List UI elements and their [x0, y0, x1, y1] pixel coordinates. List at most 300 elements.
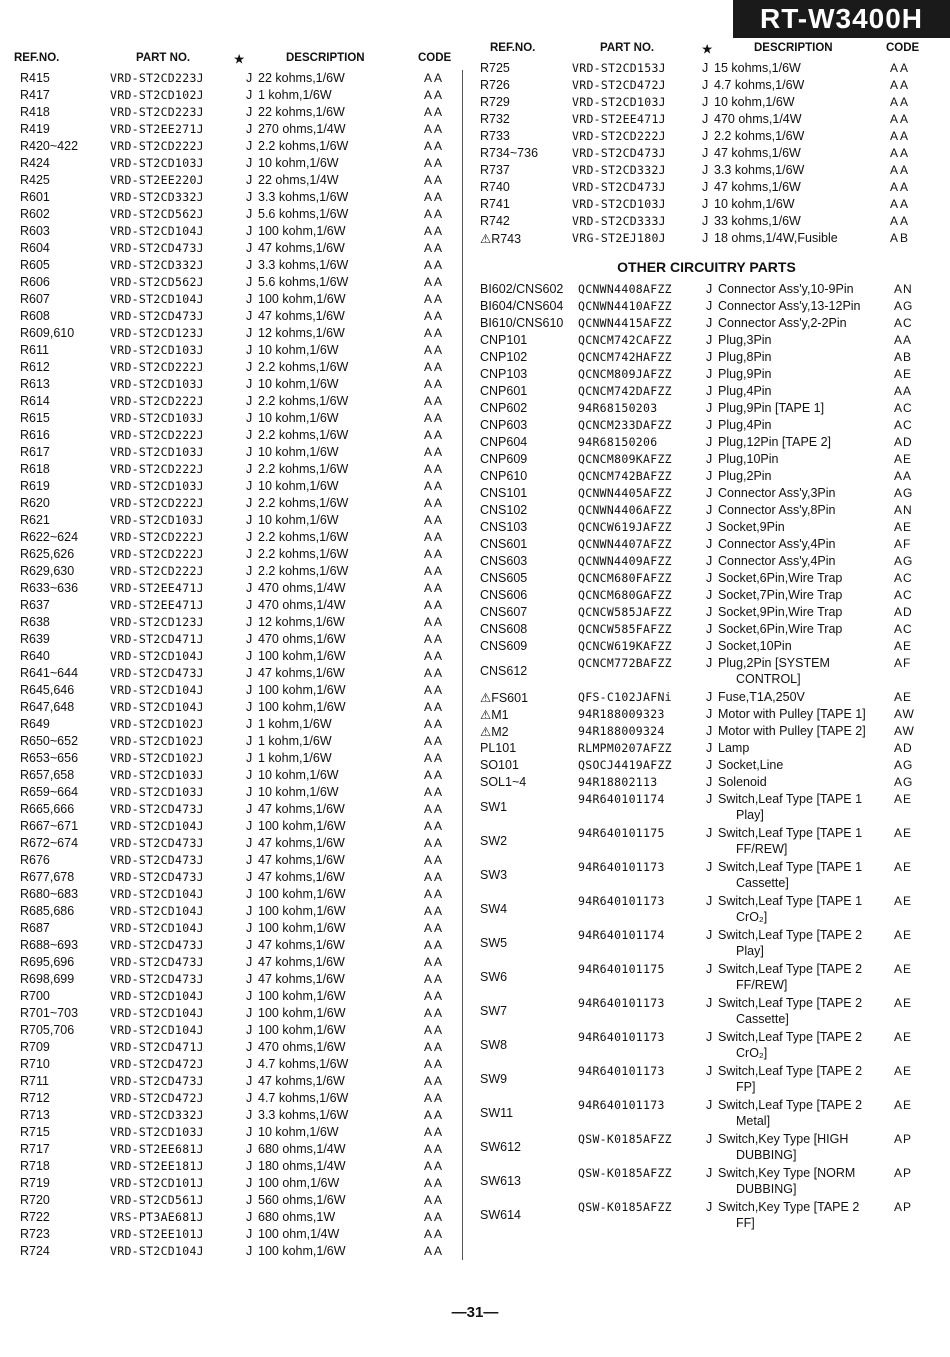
part-no: VRD-ST2CD103J — [110, 1125, 204, 1139]
table-row — [474, 570, 939, 587]
ref-no: R724 — [20, 1244, 50, 1258]
price-code: AA — [424, 1244, 445, 1258]
ref-no: CNP609 — [480, 452, 528, 466]
table-row — [14, 1158, 460, 1175]
ref-no: CNS102 — [480, 503, 528, 517]
price-code: AA — [424, 122, 445, 136]
part-no: VRD-ST2EE220J — [110, 173, 204, 187]
part-no: VRD-ST2CD472J — [572, 78, 666, 92]
ref-no: R742 — [480, 214, 510, 228]
grade-mark: J — [246, 445, 253, 459]
description: Plug,9Pin — [718, 367, 772, 381]
table-row — [14, 461, 460, 478]
part-no: VRD-ST2CD103J — [110, 768, 204, 782]
grade-mark: J — [246, 1142, 253, 1156]
ref-no: R425 — [20, 173, 50, 187]
description: Switch,Leaf Type [TAPE 2 — [718, 1098, 863, 1112]
price-code: AA — [424, 530, 445, 544]
model-badge: RT-W3400H — [733, 0, 950, 38]
part-no: VRD-ST2CD473J — [110, 309, 204, 323]
ref-no: R712 — [20, 1091, 50, 1105]
description: 47 kohms,1/6W — [258, 853, 345, 867]
part-no: RLMPM0207AFZZ — [578, 741, 672, 755]
table-row — [474, 519, 939, 536]
ref-no: R665,666 — [20, 802, 75, 816]
header-description: DESCRIPTION — [754, 42, 833, 54]
ref-no: R667~671 — [20, 819, 79, 833]
part-no: VRD-ST2CD102J — [110, 717, 204, 731]
table-row — [14, 682, 460, 699]
right-column — [474, 38, 939, 1233]
grade-mark: J — [246, 802, 253, 816]
ref-no: R726 — [480, 78, 510, 92]
table-row — [474, 145, 939, 162]
grade-mark: J — [246, 224, 253, 238]
price-code: AA — [424, 717, 445, 731]
price-code: AE — [894, 826, 913, 840]
price-code: AA — [424, 496, 445, 510]
price-code: AA — [424, 768, 445, 782]
description: 470 ohms,1/4W — [258, 581, 346, 595]
description: 2.2 kohms,1/6W — [258, 394, 349, 408]
ref-no: R718 — [20, 1159, 50, 1173]
header-description: DESCRIPTION — [286, 52, 365, 64]
table-row — [14, 869, 460, 886]
part-no: VRD-ST2CD153J — [572, 61, 666, 75]
grade-mark: J — [246, 989, 253, 1003]
header-code: CODE — [418, 52, 452, 64]
grade-mark: J — [706, 928, 713, 942]
price-code: AA — [890, 163, 911, 177]
ref-no: R607 — [20, 292, 50, 306]
price-code: AA — [890, 146, 911, 160]
part-no: VRD-ST2CD473J — [110, 870, 204, 884]
part-no: VRD-ST2CD473J — [572, 180, 666, 194]
part-no: VRD-ST2CD332J — [110, 1108, 204, 1122]
ref-no: R685,686 — [20, 904, 75, 918]
grade-mark: J — [246, 513, 253, 527]
ref-no: R645,646 — [20, 683, 75, 697]
price-code: AA — [424, 802, 445, 816]
grade-mark: J — [246, 700, 253, 714]
description: 47 kohms,1/6W — [258, 955, 345, 969]
ref-no: ⚠FS601 — [480, 691, 529, 705]
part-no: VRD-ST2CD222J — [110, 496, 204, 510]
price-code: AA — [424, 700, 445, 714]
grade-mark: J — [246, 173, 253, 187]
grade-mark: J — [706, 537, 713, 551]
table-row — [14, 1090, 460, 1107]
description: Switch,Key Type [TAPE 2 — [718, 1200, 860, 1214]
grade-mark: J — [246, 1210, 253, 1224]
part-no: VRD-ST2CD332J — [110, 190, 204, 204]
grade-mark: J — [246, 972, 253, 986]
description: 2.2 kohms,1/6W — [258, 547, 349, 561]
ref-no: BI602/CNS602 — [480, 282, 564, 296]
grade-mark: J — [706, 1200, 713, 1214]
ref-no: R418 — [20, 105, 50, 119]
grade-mark: J — [706, 1132, 713, 1146]
ref-no: CNP610 — [480, 469, 528, 483]
description: 2.2 kohms,1/6W — [258, 564, 349, 578]
grade-mark: J — [706, 452, 713, 466]
description: 47 kohms,1/6W — [258, 870, 345, 884]
price-code: AB — [890, 231, 911, 245]
price-code: AA — [424, 615, 445, 629]
grade-mark: J — [702, 95, 709, 109]
description: 12 kohms,1/6W — [258, 326, 345, 340]
description-continued: CrO₂] — [736, 910, 768, 924]
table-row — [14, 971, 460, 988]
table-row — [14, 512, 460, 529]
description-continued: FF/REW] — [736, 842, 788, 856]
part-no: VRD-ST2CD473J — [110, 241, 204, 255]
grade-mark: J — [706, 724, 713, 738]
left-parts-list — [14, 70, 460, 1260]
ref-no: R620 — [20, 496, 50, 510]
table-row — [474, 502, 939, 519]
ref-no: R604 — [20, 241, 50, 255]
table-row — [474, 111, 939, 128]
grade-mark: J — [706, 503, 713, 517]
table-row — [14, 1243, 460, 1260]
part-no: QCNCM809KAFZZ — [578, 452, 672, 466]
part-no: VRD-ST2CD102J — [110, 88, 204, 102]
price-code: AA — [424, 207, 445, 221]
table-row — [14, 988, 460, 1005]
grade-mark: J — [706, 741, 713, 755]
part-no: VRD-ST2CD471J — [110, 632, 204, 646]
description: 47 kohms,1/6W — [714, 180, 801, 194]
description: Connector Ass'y,4Pin — [718, 537, 836, 551]
description: 3.3 kohms,1/6W — [258, 258, 349, 272]
header-code: CODE — [886, 42, 920, 54]
table-row — [474, 689, 939, 706]
ref-no: R734~736 — [480, 146, 539, 160]
table-row — [14, 529, 460, 546]
ref-no: R601 — [20, 190, 50, 204]
description: 2.2 kohms,1/6W — [258, 496, 349, 510]
part-no: VRD-ST2CD473J — [110, 836, 204, 850]
ref-no: R602 — [20, 207, 50, 221]
ref-no: R649 — [20, 717, 50, 731]
table-row — [474, 383, 939, 400]
grade-mark: J — [706, 792, 713, 806]
description: 47 kohms,1/6W — [258, 666, 345, 680]
price-code: AA — [424, 853, 445, 867]
description: 1 kohm,1/6W — [258, 717, 332, 731]
ref-no: R713 — [20, 1108, 50, 1122]
description: Switch,Key Type [HIGH — [718, 1132, 849, 1146]
table-row — [14, 920, 460, 937]
price-code: AA — [424, 88, 445, 102]
table-row — [474, 774, 939, 791]
ref-no: SW612 — [480, 1140, 521, 1154]
grade-mark: J — [246, 734, 253, 748]
description: Switch,Leaf Type [TAPE 1 — [718, 792, 863, 806]
table-row — [474, 604, 939, 621]
description: 4.7 kohms,1/6W — [258, 1091, 349, 1105]
grade-mark: J — [702, 112, 709, 126]
grade-mark: J — [246, 428, 253, 442]
grade-mark: J — [246, 666, 253, 680]
description: Socket,6Pin,Wire Trap — [718, 622, 843, 636]
ref-no: R657,658 — [20, 768, 75, 782]
table-row — [474, 553, 939, 570]
part-no: VRD-ST2CD104J — [110, 887, 204, 901]
description: Connector Ass'y,10-9Pin — [718, 282, 854, 296]
price-code: AA — [424, 411, 445, 425]
price-code: AA — [424, 343, 445, 357]
grade-mark: J — [246, 887, 253, 901]
part-no: VRD-ST2CD103J — [572, 95, 666, 109]
grade-mark: J — [246, 1108, 253, 1122]
ref-no: CNP601 — [480, 384, 528, 398]
header-star: ★ — [234, 54, 245, 66]
description-continued: Metal] — [736, 1114, 771, 1128]
grade-mark: J — [246, 768, 253, 782]
table-row — [14, 835, 460, 852]
price-code: AA — [424, 479, 445, 493]
price-code: AN — [894, 503, 913, 517]
table-row — [474, 536, 939, 553]
grade-mark: J — [246, 853, 253, 867]
grade-mark: J — [246, 615, 253, 629]
table-row — [14, 257, 460, 274]
table-row — [474, 740, 939, 757]
table-row — [474, 995, 939, 1029]
description: 100 kohm,1/6W — [258, 224, 346, 238]
description: Motor with Pulley [TAPE 2] — [718, 724, 866, 738]
description: 1 kohm,1/6W — [258, 88, 332, 102]
grade-mark: J — [702, 129, 709, 143]
part-no: VRD-ST2CD473J — [110, 972, 204, 986]
description: Plug,10Pin — [718, 452, 779, 466]
price-code: AA — [424, 309, 445, 323]
grade-mark: J — [706, 690, 713, 704]
price-code: AE — [894, 792, 913, 806]
part-no: VRD-ST2CD103J — [110, 411, 204, 425]
part-no: VRD-ST2CD104J — [110, 700, 204, 714]
description: Connector Ass'y,4Pin — [718, 554, 836, 568]
part-no: VRD-ST2CD102J — [110, 751, 204, 765]
table-row — [14, 1005, 460, 1022]
description: 180 ohms,1/4W — [258, 1159, 346, 1173]
part-no: VRD-ST2CD104J — [110, 292, 204, 306]
grade-mark: J — [246, 632, 253, 646]
table-row — [14, 954, 460, 971]
description: Connector Ass'y,13-12Pin — [718, 299, 861, 313]
grade-mark: J — [702, 146, 709, 160]
part-no: VRD-ST2CD104J — [110, 1244, 204, 1258]
table-row — [14, 359, 460, 376]
description: Switch,Leaf Type [TAPE 1 — [718, 860, 863, 874]
price-code: AA — [424, 445, 445, 459]
grade-mark: J — [246, 1244, 253, 1258]
grade-mark: J — [706, 826, 713, 840]
price-code: AA — [424, 360, 445, 374]
table-row — [474, 638, 939, 655]
price-code: AF — [894, 537, 912, 551]
table-row — [474, 213, 939, 230]
grade-mark: J — [246, 207, 253, 221]
ref-no: R616 — [20, 428, 50, 442]
grade-mark: J — [702, 61, 709, 75]
part-no: VRD-ST2CD561J — [110, 1193, 204, 1207]
description: 2.2 kohms,1/6W — [258, 360, 349, 374]
part-no: VRD-ST2CD332J — [572, 163, 666, 177]
part-no: VRD-ST2CD222J — [110, 462, 204, 476]
description: Motor with Pulley [TAPE 1] — [718, 707, 866, 721]
ref-no: CNP103 — [480, 367, 528, 381]
table-row — [14, 1226, 460, 1243]
table-row — [474, 332, 939, 349]
price-code: AA — [424, 241, 445, 255]
grade-mark: J — [246, 411, 253, 425]
ref-no: CNS601 — [480, 537, 528, 551]
ref-no: R419 — [20, 122, 50, 136]
part-no: VRD-ST2EE271J — [110, 122, 204, 136]
description-continued: CONTROL] — [736, 672, 801, 686]
part-no: 94R188009324 — [578, 724, 665, 738]
right-parts-list — [474, 60, 939, 247]
grade-mark: J — [246, 258, 253, 272]
price-code: AE — [894, 1098, 913, 1112]
price-code: AA — [424, 870, 445, 884]
part-no: VRD-ST2CD222J — [110, 564, 204, 578]
grade-mark: J — [706, 350, 713, 364]
part-no: QSW-K0185AFZZ — [578, 1132, 672, 1146]
price-code: AE — [894, 962, 913, 976]
price-code: AE — [894, 996, 913, 1010]
price-code: AA — [890, 197, 911, 211]
price-code: AA — [890, 129, 911, 143]
ref-no: R733 — [480, 129, 510, 143]
description: 470 ohms,1/6W — [258, 632, 346, 646]
table-row — [474, 94, 939, 111]
ref-no: R619 — [20, 479, 50, 493]
table-row — [474, 434, 939, 451]
part-no: 94R640101174 — [578, 792, 665, 806]
ref-no: R617 — [20, 445, 50, 459]
part-no: VRD-ST2CD103J — [110, 343, 204, 357]
part-no: VRD-ST2CD562J — [110, 275, 204, 289]
part-no: 94R68150203 — [578, 401, 658, 415]
grade-mark: J — [706, 605, 713, 619]
ref-no: ⚠R743 — [480, 232, 522, 246]
part-no: VRD-ST2EE101J — [110, 1227, 204, 1241]
grade-mark: J — [706, 758, 713, 772]
part-no: QCNWN4410AFZZ — [578, 299, 672, 313]
price-code: AA — [424, 955, 445, 969]
ref-no: SW3 — [480, 868, 508, 882]
price-code: AA — [424, 1176, 445, 1190]
price-code: AA — [424, 1057, 445, 1071]
grade-mark: J — [706, 316, 713, 330]
description: 15 kohms,1/6W — [714, 61, 801, 75]
price-code: AN — [894, 282, 913, 296]
part-no: VRD-ST2CD103J — [110, 445, 204, 459]
price-code: AP — [894, 1166, 913, 1180]
table-row — [14, 87, 460, 104]
price-code: AA — [424, 1074, 445, 1088]
table-row — [14, 580, 460, 597]
table-row — [14, 750, 460, 767]
table-row — [474, 451, 939, 468]
ref-no: R641~644 — [20, 666, 79, 680]
description: 470 ohms,1/4W — [258, 598, 346, 612]
part-no: VRD-ST2CD473J — [110, 853, 204, 867]
description: 100 kohm,1/6W — [258, 989, 346, 1003]
grade-mark: J — [246, 156, 253, 170]
table-row — [474, 196, 939, 213]
price-code: AA — [424, 190, 445, 204]
description: 470 ohms,1/6W — [258, 1040, 346, 1054]
description: 47 kohms,1/6W — [258, 972, 345, 986]
description: 560 ohms,1/6W — [258, 1193, 346, 1207]
ref-no: BI604/CNS604 — [480, 299, 564, 313]
price-code: AG — [894, 775, 914, 789]
table-row — [474, 723, 939, 740]
ref-no: R672~674 — [20, 836, 79, 850]
ref-no: CNS612 — [480, 664, 528, 678]
price-code: AA — [424, 377, 445, 391]
description: Solenoid — [718, 775, 767, 789]
table-row — [14, 1124, 460, 1141]
price-code: AE — [894, 520, 913, 534]
part-no: QCNCM742DAFZZ — [578, 384, 672, 398]
price-code: AA — [424, 666, 445, 680]
part-no: QSW-K0185AFZZ — [578, 1200, 672, 1214]
ref-no: CNP602 — [480, 401, 528, 415]
ref-no: SW7 — [480, 1004, 508, 1018]
description: Socket,9Pin — [718, 520, 785, 534]
description: Switch,Leaf Type [TAPE 2 — [718, 962, 863, 976]
grade-mark: J — [702, 180, 709, 194]
part-no: 94R188009323 — [578, 707, 665, 721]
table-row — [14, 223, 460, 240]
ref-no: R424 — [20, 156, 50, 170]
grade-mark: J — [246, 309, 253, 323]
ref-no: R629,630 — [20, 564, 75, 578]
ref-no: BI610/CNS610 — [480, 316, 564, 330]
grade-mark: J — [246, 1227, 253, 1241]
description: Socket,Line — [718, 758, 784, 772]
ref-no: R676 — [20, 853, 50, 867]
table-row — [14, 767, 460, 784]
price-code: AA — [424, 751, 445, 765]
price-code: AA — [424, 1108, 445, 1122]
part-no: 94R640101173 — [578, 1030, 665, 1044]
price-code: AA — [424, 734, 445, 748]
grade-mark: J — [706, 588, 713, 602]
grade-mark: J — [246, 71, 253, 85]
price-code: AA — [424, 887, 445, 901]
part-no: VRD-ST2CD222J — [110, 547, 204, 561]
ref-no: R720 — [20, 1193, 50, 1207]
ref-no: R695,696 — [20, 955, 75, 969]
table-row — [14, 1175, 460, 1192]
table-row — [474, 587, 939, 604]
part-no: VRD-ST2CD104J — [110, 819, 204, 833]
description-continued: FF] — [736, 1216, 755, 1230]
table-row — [14, 478, 460, 495]
table-row — [14, 427, 460, 444]
grade-mark: J — [702, 214, 709, 228]
part-no: VRD-ST2CD222J — [110, 530, 204, 544]
description: 2.2 kohms,1/6W — [258, 462, 349, 476]
description-continued: CrO₂] — [736, 1046, 768, 1060]
